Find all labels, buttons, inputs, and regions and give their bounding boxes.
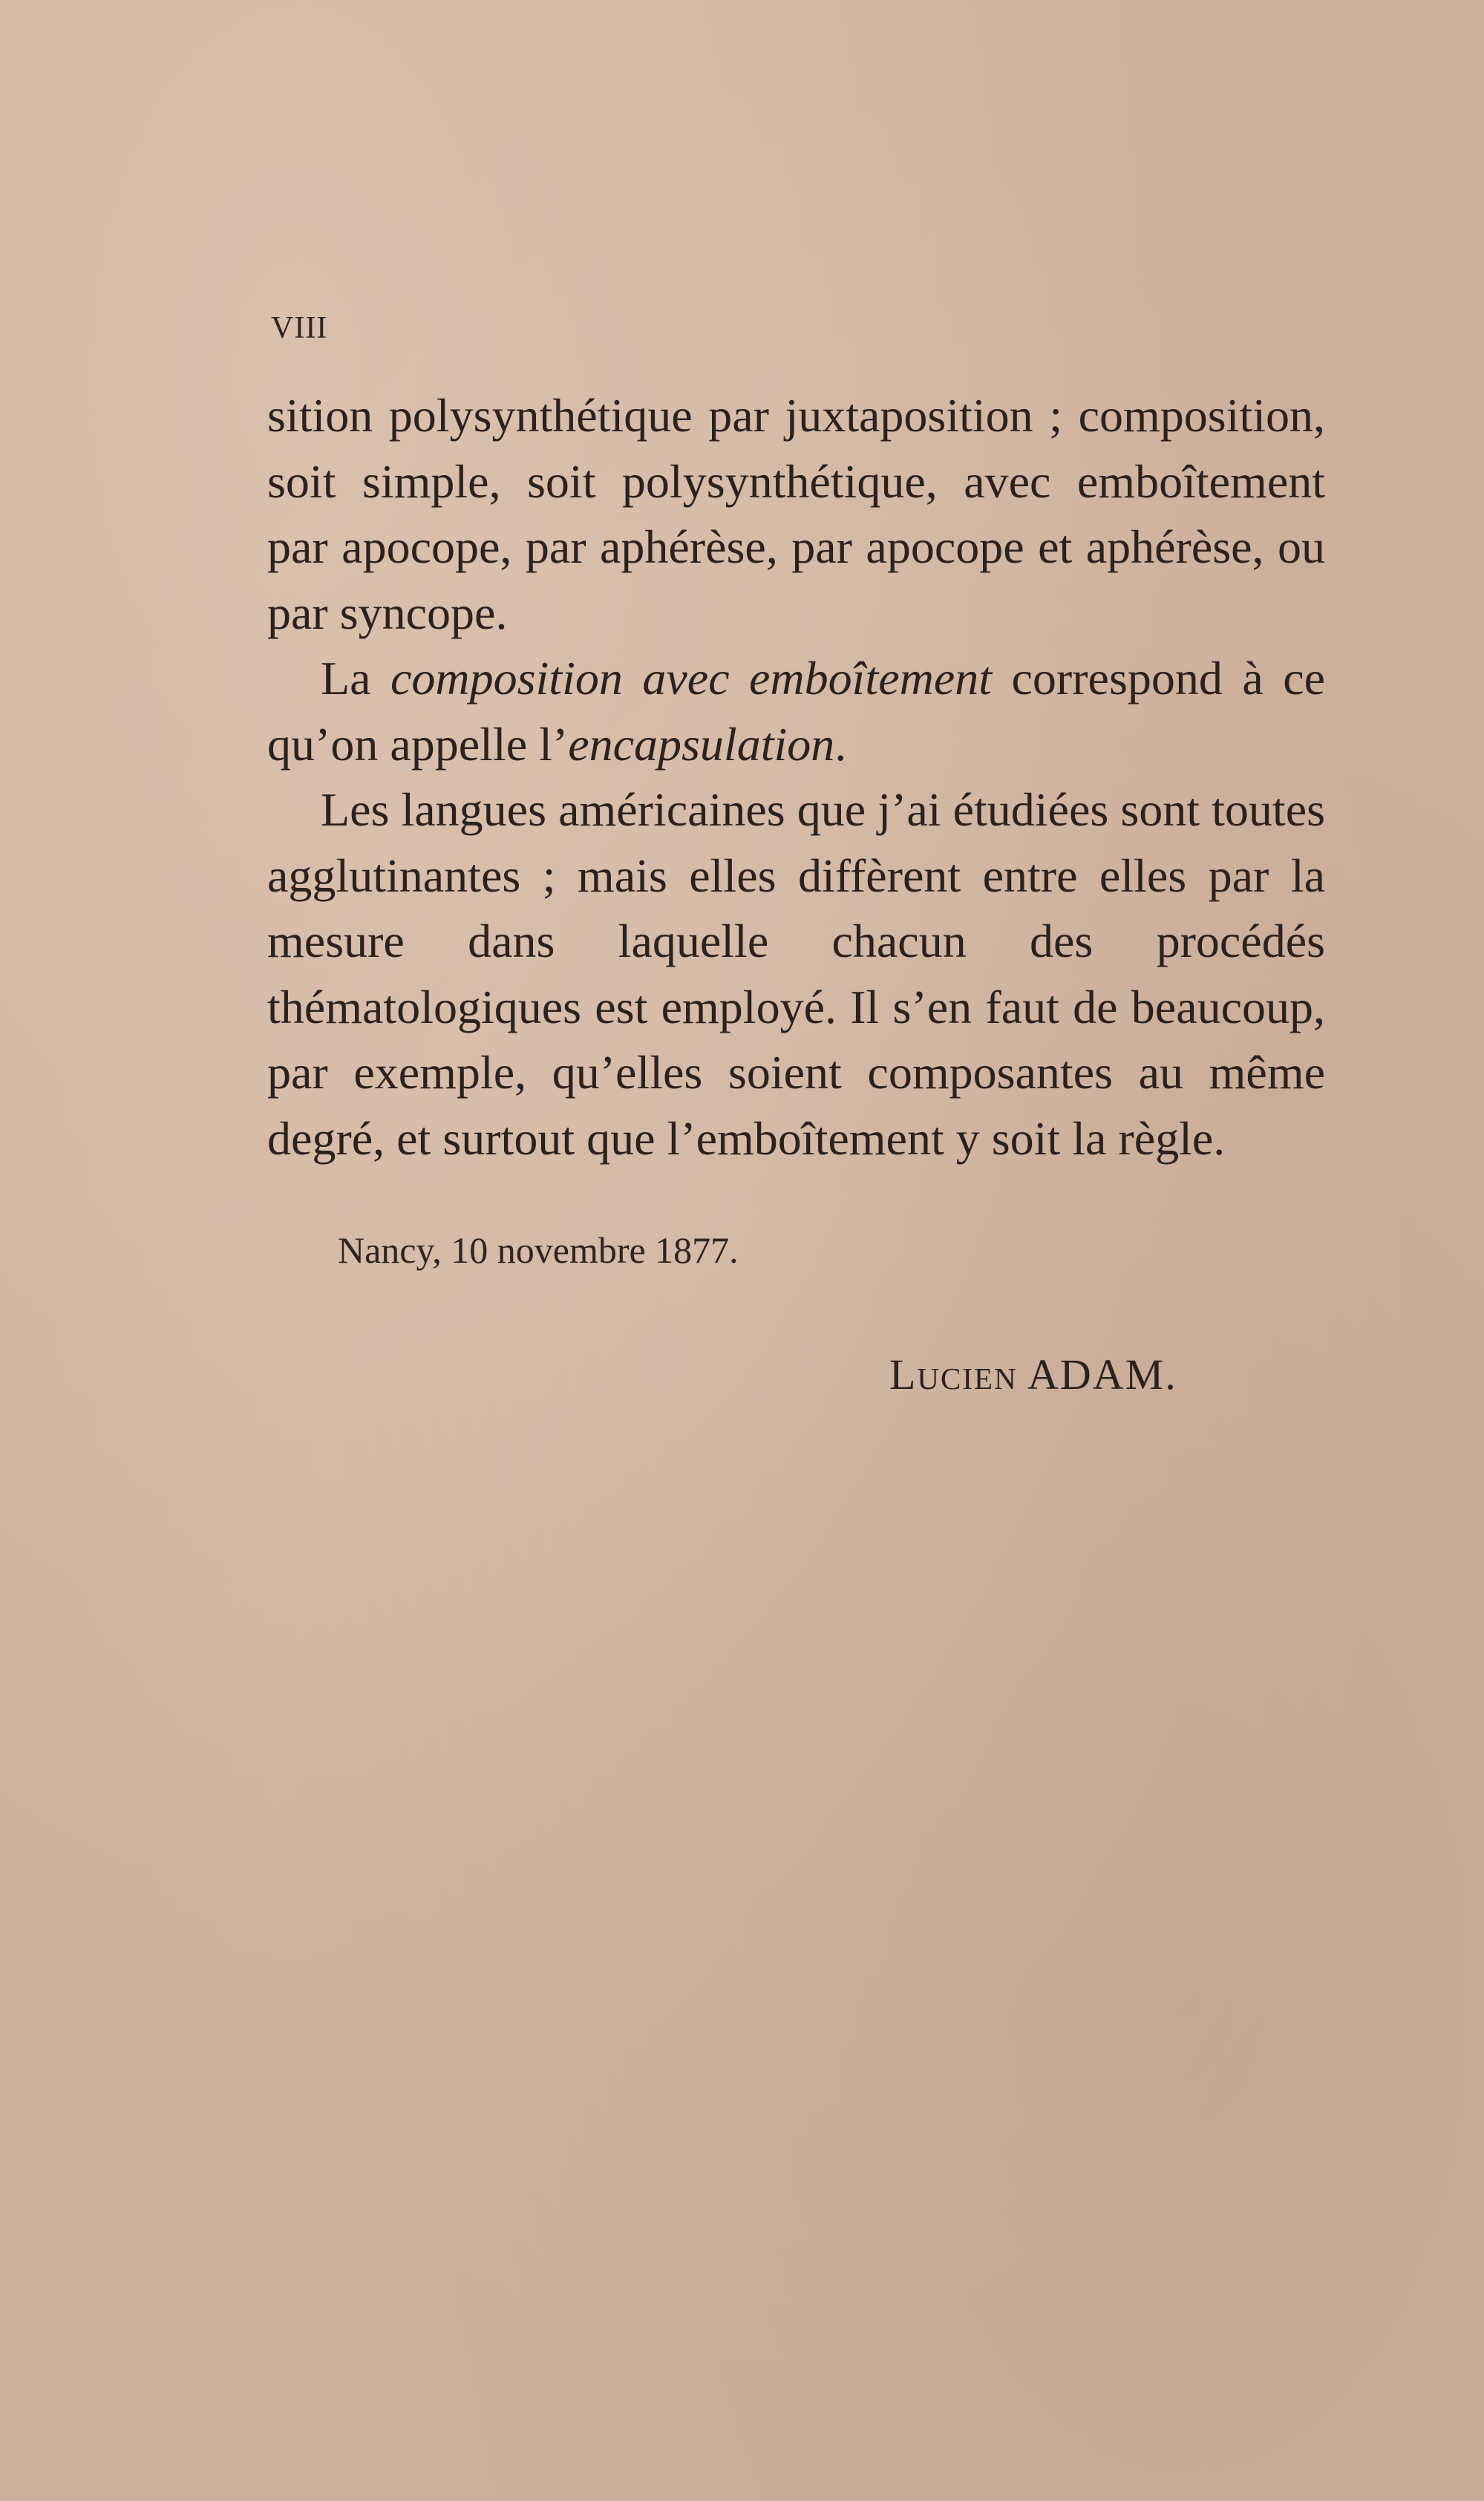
italic-term-composition: composition avec emboîtement bbox=[390, 652, 993, 704]
body-text bbox=[267, 383, 1325, 1171]
text-run: . bbox=[834, 717, 847, 771]
paragraph-encapsulation bbox=[267, 646, 1325, 777]
paragraph-continuation bbox=[267, 383, 1325, 646]
signature: Lucien ADAM. bbox=[889, 1350, 1177, 1399]
text-run: Les langues américaines que j’ai étudiées sont toutes agglutinantes ; mais elles diffèrent entre elles par la mesure dans laquelle chacun des procédés thématologiques est employé. Il s’en faut de beaucoup, par exemple, qu’elles soient composantes au même degré, et surtout que l’emboîtement y soit la règle. bbox=[267, 783, 1325, 1165]
text-run: correspond à ce qu’on appelle l’ bbox=[267, 652, 1326, 771]
dateline: Nancy, 10 novembre 1877. bbox=[338, 1229, 739, 1271]
text-run: sition polysynthétique par juxtaposition ; composition, soit simple, soit polysynthétique, avec emboîtement par apocope, par aphérèse, par apocope et aphérèse, ou par syncope. bbox=[267, 389, 1325, 639]
page-number: VIII bbox=[271, 311, 328, 345]
text-run: La bbox=[321, 652, 390, 704]
italic-term-encapsulation: encapsulation bbox=[568, 717, 835, 771]
paragraph-langues bbox=[267, 777, 1325, 1171]
